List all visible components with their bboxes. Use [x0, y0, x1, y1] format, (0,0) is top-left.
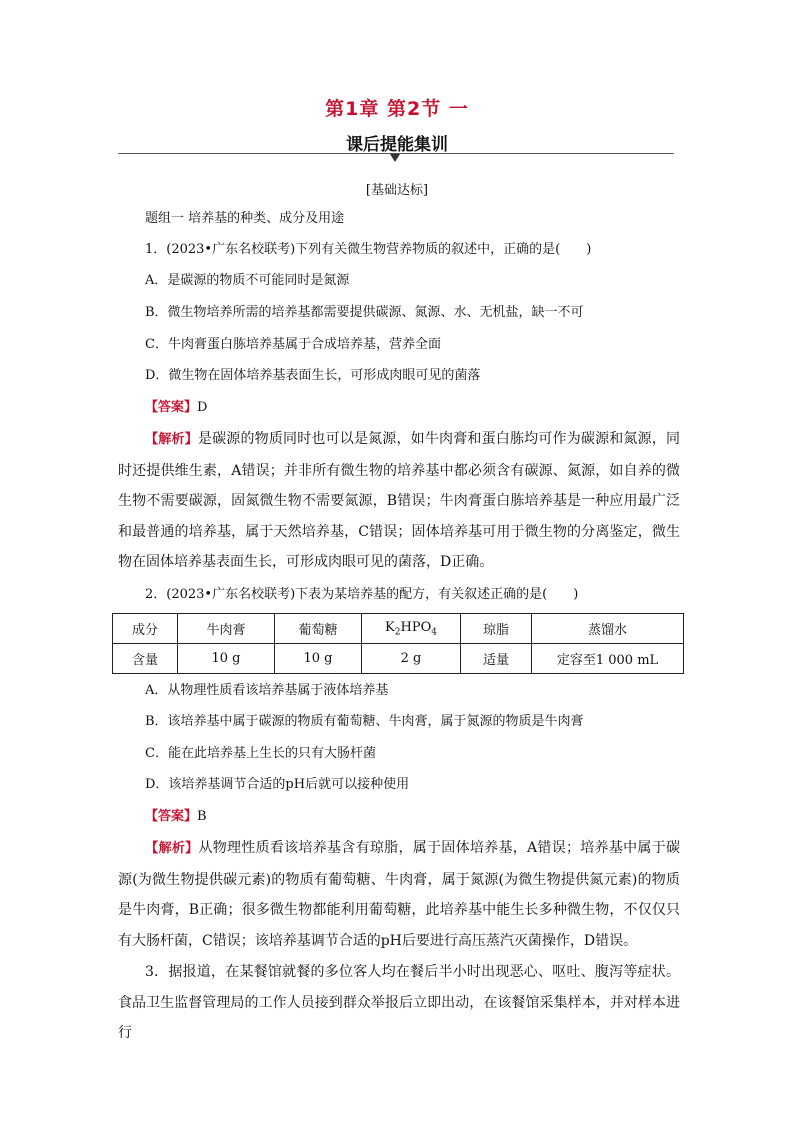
- q1-option-b: B．微生物培养所需的培养基都需要提供碳源、氮源、水、无机盐，缺一不可: [145, 305, 584, 320]
- analysis-text: 从物理性质看该培养基含有琼脂，属于固体培养基，A错误；培养基中属于碳源(为微生物提供碳元素)的物质有葡萄糖、牛肉膏，属于氮源(为微生物提供氮元素)的物质是牛肉膏，B正确；很多微生物都能利用葡萄糖，此培养基中能生长多种微生物，不仅仅只有大肠杆菌，C错误；该培养基调节合适的pH后要进行高压蒸汽灭菌操作，D错误。: [118, 840, 680, 949]
- table-cell: 牛肉膏: [178, 614, 275, 644]
- analysis-tag: 【解析】: [145, 432, 198, 447]
- chapter-title: 第1章 第2节 一: [325, 98, 469, 120]
- answer-value: D: [197, 400, 208, 415]
- answer-tag: 【答案】: [145, 400, 198, 415]
- table-cell: 定容至1 000 mL: [532, 644, 684, 674]
- triangle-down-icon: [390, 154, 400, 162]
- q1-stem: 1．(2023•广东名校联考)下列有关微生物营养物质的叙述中，正确的是( ): [145, 242, 592, 257]
- section-title: 课后提能集训: [346, 135, 448, 155]
- table-cell: 成分: [113, 614, 178, 644]
- table-cell: 适量: [461, 644, 532, 674]
- q1-analysis: [118, 424, 680, 578]
- table-cell: 含量: [113, 644, 178, 674]
- table-cell: 10 g: [178, 644, 275, 674]
- q2-option-b: B．该培养基中属于碳源的物质有葡萄糖、牛肉膏，属于氮源的物质是牛肉膏: [145, 714, 584, 729]
- formula-subscript: 4: [431, 627, 437, 638]
- formula-k: K: [385, 619, 395, 635]
- q2-option-c: C．能在此培养基上生长的只有大肠杆菌: [145, 746, 376, 761]
- table-cell: 葡萄糖: [275, 614, 362, 644]
- answer-tag: 【答案】: [145, 809, 198, 824]
- formula-subscript: 2: [394, 627, 401, 638]
- q2-option-a: A．从物理性质看该培养基属于液体培养基: [145, 683, 389, 698]
- analysis-text: 是碳源的物质同时也可以是氮源，如牛肉膏和蛋白胨均可作为碳源和氮源，同时还提供维生素，A错误；并非所有微生物的培养基中都必须含有碳源、氮源，如自养的微生物不需要碳源，固氮微生物不需要氮源，B错误；牛肉膏蛋白胨培养基是一种应用最广泛和最普通的培养基，属于天然培养基，C错误；固体培养基可用于微生物的分离鉴定，微生物在固体培养基表面生长，可形成肉眼可见的菌落，D正确。: [118, 431, 680, 570]
- q2-analysis: [118, 833, 680, 956]
- table-row: [113, 614, 684, 644]
- q2-stem: 2．(2023•广东名校联考)下表为某培养基的配方，有关叙述正确的是( ): [145, 587, 579, 602]
- table-cell: 2 g: [362, 644, 461, 674]
- q1-answer: [145, 399, 207, 417]
- table-row: [113, 644, 684, 674]
- q1-option-c: C．牛肉膏蛋白胨培养基属于合成培养基，营养全面: [145, 337, 441, 352]
- q2-option-d: D．该培养基调节合适的pH后就可以接种使用: [145, 777, 410, 792]
- q2-answer: [145, 808, 207, 826]
- table-cell: [362, 614, 461, 644]
- q1-option-a: A．是碳源的物质不可能同时是氮源: [145, 273, 350, 288]
- table-cell: 蒸馏水: [532, 614, 684, 644]
- q1-option-d: D．微生物在固体培养基表面生长，可形成肉眼可见的菌落: [145, 368, 481, 383]
- q3-stem: [118, 957, 680, 1049]
- formula-hpo: HPO: [400, 619, 432, 635]
- table-cell: 琼脂: [461, 614, 532, 644]
- answer-value: B: [197, 809, 207, 824]
- analysis-tag: 【解析】: [145, 841, 199, 856]
- recipe-table: [112, 613, 684, 674]
- q3-text: 3．据报道，在某餐馆就餐的多位客人均在餐后半小时出现恶心、呕吐、腹泻等症状。食品卫生监督管理局的工作人员接到群众举报后立即出动，在该餐馆采集样本，并对样本进行: [118, 964, 680, 1041]
- subsection-label: [基础达标]: [365, 183, 429, 198]
- group-title: 题组一 培养基的种类、成分及用途: [145, 211, 345, 226]
- table-cell: 10 g: [275, 644, 362, 674]
